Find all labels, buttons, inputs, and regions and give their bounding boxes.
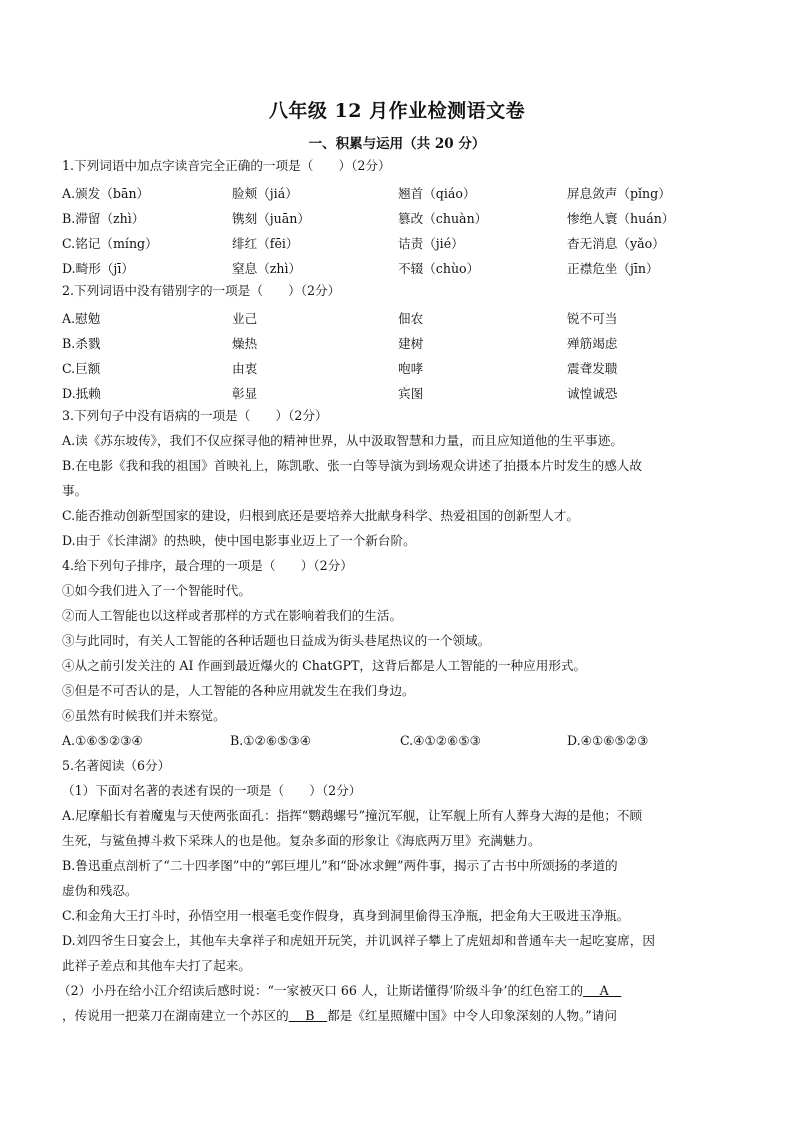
- q5-sub1-stem: （1）下面对名著的表述有误的一项是（ ）（2分）: [62, 783, 362, 798]
- q2-row-d: [62, 383, 742, 401]
- q2-c-word2: 由衷: [232, 361, 258, 376]
- q2-row-a: [62, 308, 742, 326]
- q4-option-d: D.④①⑥⑤②③: [567, 733, 649, 748]
- q3-option-d: D.由于《长津湖》的热映，使中国电影事业迈上了一个新台阶。: [62, 533, 416, 548]
- q1-c-word2: 绯红（fēi）: [232, 236, 299, 251]
- q1-b-word3: 篡改（chuàn）: [398, 211, 488, 226]
- q4-sentence-5: ⑤但是不可否认的是，人工智能的各种应用就发生在我们身边。: [62, 683, 415, 698]
- q1-c-word1: C.铭记（míng）: [62, 236, 158, 251]
- q1-a-word1: A.颁发（bān）: [62, 186, 150, 201]
- q1-row-d: [62, 258, 742, 276]
- q3-option-c: C.能否推动创新型国家的建设，归根到底还是要培养大批献身科学、热爱祖国的创新型人才。: [62, 508, 579, 523]
- q5-option-d: D.刘四爷生日宴会上，其他车夫拿祥子和虎妞开玩笑，并讥讽祥子攀上了虎妞却和普通车夫一起吃宴席，因: [62, 933, 655, 948]
- q2-a-word3: 佃农: [398, 311, 424, 326]
- q5-option-b: B.鲁迅重点剖析了“二十四孝图”中的“郭巨埋儿”和“卧冰求鲤”两件事，揭示了古书中所颂扬的孝道的: [62, 858, 618, 873]
- blank-b: B: [288, 1008, 328, 1023]
- page-title: 八年级 12 月作业检测语文卷: [268, 100, 526, 122]
- q1-d-word1: D.畸形（jī）: [62, 261, 134, 276]
- q2-a-word1: A.慰勉: [62, 311, 101, 326]
- q2-d-word4: 诚惶诚恐: [567, 386, 618, 401]
- q2-c-word3: 咆哮: [398, 361, 424, 376]
- q2-b-word3: 建树: [398, 336, 424, 351]
- question-3-stem: 3.下列句子中没有语病的一项是（ ）（2分）: [62, 408, 328, 423]
- q2-a-word2: 业己: [232, 311, 258, 326]
- q5-sub2-line1: [58, 983, 738, 999]
- q1-row-a: [62, 183, 742, 201]
- q1-row-c: [62, 233, 742, 251]
- q2-b-word4: 殚筋竭虑: [567, 336, 618, 351]
- q2-c-word1: C.巨额: [62, 361, 101, 376]
- q4-options: [62, 733, 742, 751]
- q4-sentence-3: ③与此同时，有关人工智能的各种话题也日益成为街头巷尾热议的一个领域。: [62, 633, 491, 648]
- q5-sub2-line2: [62, 1008, 742, 1024]
- q2-d-word3: 宾图: [398, 386, 424, 401]
- q1-c-word4: 杳无消息（yǎo）: [567, 236, 665, 251]
- blank-a: A: [583, 983, 622, 998]
- q1-row-b: [62, 208, 742, 226]
- q1-c-word3: 诘责（jié）: [398, 236, 464, 251]
- q1-b-word4: 惨绝人寰（huán）: [567, 211, 675, 226]
- q3-option-b-cont: 事。: [62, 483, 88, 498]
- q4-sentence-2: ②而人工智能也以这样或者那样的方式在影响着我们的生活。: [62, 608, 403, 623]
- q4-option-b: B.①②⑥⑤③④: [230, 733, 311, 748]
- q5-option-d-cont: 此祥子差点和其他车夫打了起来。: [62, 958, 251, 973]
- q3-option-b: B.在电影《我和我的祖国》首映礼上，陈凯歌、张一白等导演为到场观众讲述了拍摄本片时发生的感人故: [62, 458, 642, 473]
- q4-sentence-4: ④从之前引发关注的 AI 作画到最近爆火的 ChatGPT，这背后都是人工智能的一种应用形式。: [62, 658, 587, 673]
- question-4-stem: 4.给下列句子排序，最合理的一项是（ ）（2分）: [62, 558, 353, 573]
- q1-b-word2: 镌刻（juān）: [232, 211, 311, 226]
- q2-row-c: [62, 358, 742, 376]
- q4-option-c: C.④①②⑥⑤③: [400, 733, 481, 748]
- q2-row-b: [62, 333, 742, 351]
- question-5-stem: 5.名著阅读（6分）: [62, 758, 171, 773]
- q1-d-word2: 窒息（zhì）: [232, 261, 302, 276]
- q1-a-word2: 脸颊（jiá）: [232, 186, 298, 201]
- q1-a-word3: 翘首（qiáo）: [398, 186, 476, 201]
- q2-b-word2: 燥热: [232, 336, 258, 351]
- section-heading: 一、积累与运用（共 20 分）: [308, 136, 486, 152]
- q2-c-word4: 震聋发聩: [567, 361, 618, 376]
- q1-d-word3: 不辍（chùo）: [398, 261, 480, 276]
- question-1-stem: 1.下列词语中加点字读音完全正确的一项是（ ）（2分）: [62, 158, 391, 173]
- q5-option-a-cont: 生死，与鲨鱼搏斗救下采珠人的也是他。复杂多面的形象让《海底两万里》充满魅力。: [62, 833, 541, 848]
- q4-sentence-6: ⑥虽然有时候我们并未察觉。: [62, 708, 226, 723]
- q1-d-word4: 正襟危坐（jīn）: [567, 261, 659, 276]
- q1-a-word4: 屏息敛声（pǐng）: [567, 186, 671, 201]
- q3-option-a: A.读《苏东坡传》，我们不仅应探寻他的精神世界，从中汲取智慧和力量，而且应知道他的生平事迹。: [62, 433, 623, 448]
- q5-sub2-text: （2）小丹在给小江介绍读后感时说：“一家被灭口 66 人，让斯诺懂得‘阶级斗争’的红色窑工的: [58, 983, 584, 998]
- q4-option-a: A.①⑥⑤②③④: [62, 733, 143, 748]
- q5-option-a: A.尼摩船长有着魔鬼与天使两张面孔：指挥“鹦鹉螺号”撞沉军舰，让军舰上所有人葬身大海的是他；不顾: [62, 808, 643, 823]
- q5-option-b-cont: 虚伪和残忍。: [62, 883, 138, 898]
- q2-a-word4: 锐不可当: [567, 311, 618, 326]
- q1-b-word1: B.滞留（zhì）: [62, 211, 145, 226]
- q2-d-word2: 彰显: [232, 386, 258, 401]
- q5-sub2-mid: ，传说用一把菜刀在湖南建立一个苏区的: [62, 1008, 289, 1023]
- q2-d-word1: D.抵赖: [62, 386, 101, 401]
- q4-sentence-1: ①如今我们进入了一个智能时代。: [62, 583, 251, 598]
- q5-sub2-post: 都是《红星照耀中国》中令人印象深刻的人物。”请问: [327, 1008, 617, 1023]
- q2-b-word1: B.杀戮: [62, 336, 101, 351]
- question-2-stem: 2.下列词语中没有错别字的一项是（ ）（2分）: [62, 283, 341, 298]
- q5-option-c: C.和金角大王打斗时，孙悟空用一根毫毛变作假身，真身到洞里偷得玉净瓶，把金角大王吸进玉净瓶。: [62, 908, 630, 923]
